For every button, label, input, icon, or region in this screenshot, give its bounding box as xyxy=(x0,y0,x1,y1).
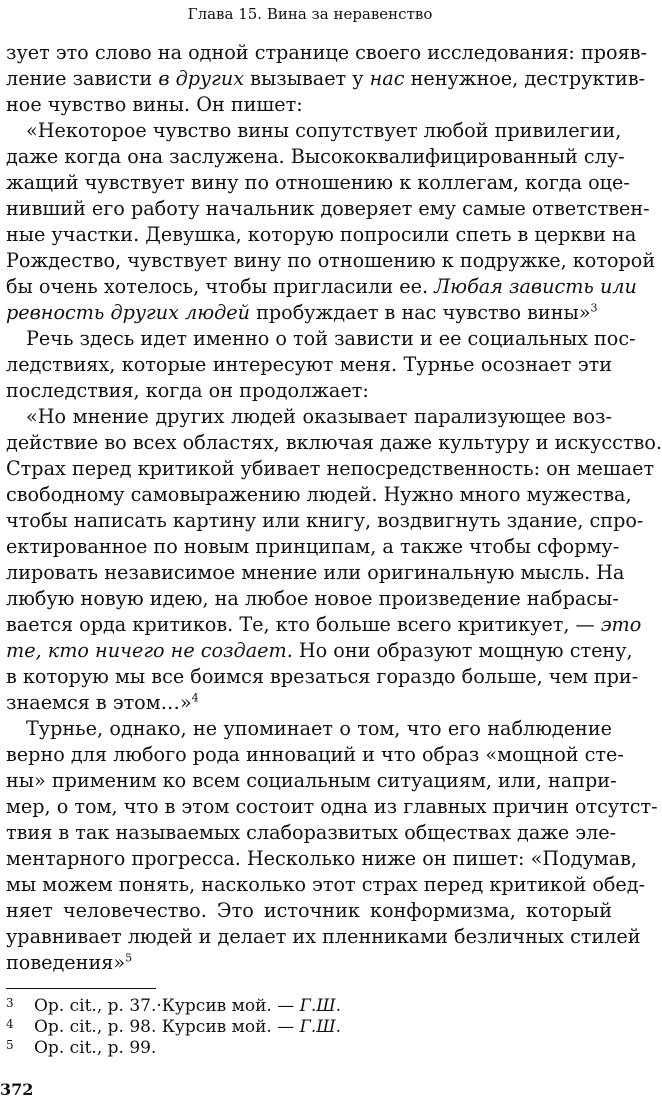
running-header: Глава 15. Вина за неравенство xyxy=(187,5,433,23)
text-line: вается орда критиков. Те, кто больше всего критикует, — это xyxy=(6,613,642,636)
text-line: Рождество, чувствует вину по отношению к подружке, которой xyxy=(6,249,656,272)
text-line: ное чувство вины. Он пишет: xyxy=(6,93,303,116)
text-line: Страх перед критикой убивает непосредственность: он мешает xyxy=(6,457,655,480)
footnote: 4 Op. cit., p. 98. Курсив мой. — Г.Ш. xyxy=(6,1017,342,1037)
text-line: те, кто ничего не создает. Но они образуют мощную стену, xyxy=(6,639,633,662)
text-line: мы можем понять, насколько этот страх перед критикой обед- xyxy=(6,873,646,896)
text-line: твия в так называемых слаборазвитых обществах даже эле- xyxy=(6,821,617,844)
text-line: Турнье, однако, не упоминает о том, что его наблюдение xyxy=(26,717,612,740)
text-line: ные участки. Девушка, которую попросили спеть в церкви на xyxy=(6,223,637,246)
footnote: 5 Op. cit., p. 99. xyxy=(6,1038,157,1058)
text-line: ектированное по новым принципам, а также чтобы сформу- xyxy=(6,535,620,558)
text-line: жащий чувствует вину по отношению к коллегам, когда оце- xyxy=(6,171,630,194)
footnote-ref: 4 xyxy=(191,691,199,705)
text-line: верно для любого рода инноваций и что образ «мощной сте- xyxy=(6,743,624,766)
text-line: даже когда она заслужена. Высококвалифицированный слу- xyxy=(6,145,625,168)
text-line: ление зависти в других вызывает у нас ненужное, деструктив- xyxy=(6,67,646,90)
text-line: последствия, когда он продолжает: xyxy=(6,379,369,402)
text-line: зует это слово на одной странице своего исследования: прояв- xyxy=(6,41,648,64)
text-line: мер, о том, что в этом состоит одна из главных причин отсутст- xyxy=(6,795,658,818)
text-line: лировать независимое мнение или оригинальную мысль. На xyxy=(6,561,625,584)
footnote: 3 Op. cit., p. 37.·Курсив мой. — Г.Ш. xyxy=(6,996,342,1016)
text-line: няет человечество. Это источник конформизма, который xyxy=(6,899,612,922)
footnote-ref: 3 xyxy=(590,301,598,315)
text-line: ревность других людей пробуждает в нас чувство вины»$^3$ xyxy=(6,301,598,324)
text-line: уравнивает людей и делает их пленниками безличных стилей xyxy=(6,925,641,948)
page-number: 372 xyxy=(0,1080,34,1099)
footnotes xyxy=(6,996,406,1059)
text-line: «Но мнение других людей оказывает парализующее воз- xyxy=(26,405,612,428)
text-line: в которую мы все боимся врезаться гораздо больше, чем при- xyxy=(6,665,639,688)
body-text xyxy=(6,40,662,976)
text-line: действие во всех областях, включая даже культуру и искусство. xyxy=(6,431,662,454)
text-line: «Некоторое чувство вины сопутствует любой привилегии, xyxy=(26,119,622,142)
text-line: ментарного прогресса. Несколько ниже он пишет: «Подумав, xyxy=(6,847,638,870)
text-line: знаемся в этом…»$^4$ xyxy=(6,691,199,714)
text-line: чтобы написать картину или книгу, воздвигнуть здание, спро- xyxy=(6,509,644,532)
text-line: поведения»$^5$ xyxy=(6,951,133,974)
text-line: любую новую идею, на любое новое произведение набрасы- xyxy=(6,587,619,610)
footnote-divider xyxy=(6,988,156,989)
text-line: бы очень хотелось, чтобы пригласили ее. Любая зависть или xyxy=(6,275,637,298)
text-line: ны» применим ко всем социальным ситуациям, или, напри- xyxy=(6,769,617,792)
text-line: нивший его работу начальник доверяет ему самые ответствен- xyxy=(6,197,650,220)
footnote-ref: 5 xyxy=(125,951,133,965)
text-line: свободному самовыражению людей. Нужно много мужества, xyxy=(6,483,632,506)
text-line: ледствиях, которые интересуют меня. Турнье осознает эти xyxy=(6,353,612,376)
text-line: Речь здесь идет именно о той зависти и ее социальных пос- xyxy=(26,327,636,350)
